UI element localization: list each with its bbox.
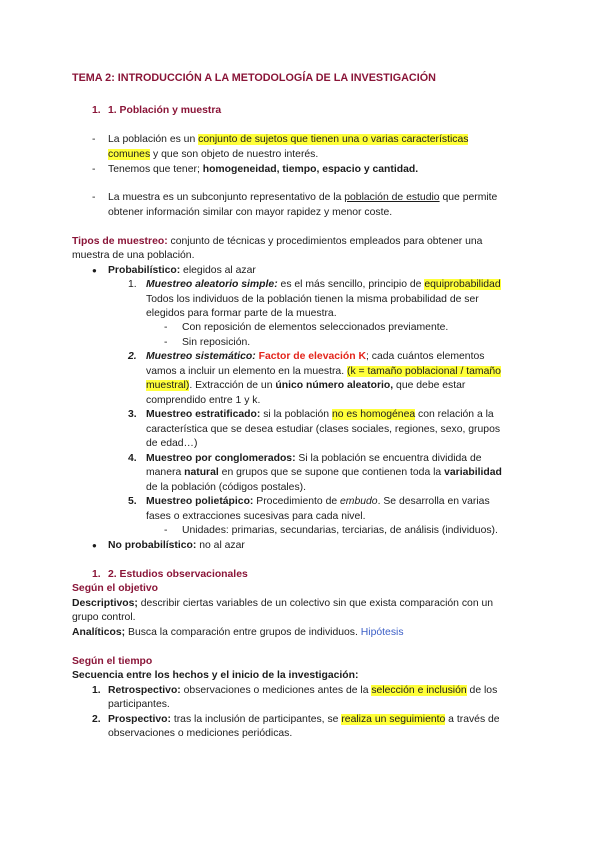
text: Busca la comparación entre grupos de individuos. [125, 627, 361, 638]
highlight: realiza un seguimiento [341, 714, 446, 725]
descriptivos-paragraph [72, 597, 493, 611]
text: . Extracción de un [189, 380, 276, 391]
label: Analíticos; [72, 627, 126, 638]
text: no al azar [196, 540, 245, 551]
paragraph-requisitos [108, 163, 418, 177]
analiticos-paragraph [72, 626, 404, 640]
blue-text: Hipótesis [360, 627, 404, 638]
paragraph-poblacion-cont [108, 148, 318, 162]
label: Prospectivo: [108, 714, 171, 725]
page-title: TEMA 2: INTRODUCCIÓN A LA METODOLOGÍA DE LA INVESTIGACIÓN [72, 72, 436, 84]
label: Muestreo polietápico: [146, 496, 254, 507]
probabilistico-item [108, 264, 256, 278]
muestreo-sistematico [146, 350, 484, 364]
item-text [146, 379, 465, 393]
item-number: 1. [128, 279, 137, 290]
sub-item: Sin reposición. [182, 337, 251, 348]
section-heading-estudios: 2. Estudios observacionales [108, 569, 248, 580]
text: vamos a incluir un elemento en la muestra. [146, 366, 347, 377]
item-text: fases o extracciones sucesivas para cada nivel. [146, 511, 366, 522]
item-number: 5. [128, 496, 137, 507]
label: Muestreo sistemático: [146, 351, 256, 362]
item-text: de edad…) [146, 438, 198, 449]
secuencia-heading: Secuencia entre los hechos y el inicio de la investigación: [72, 670, 359, 681]
bold-text: homogeneidad, tiempo, espacio y cantidad. [202, 164, 419, 175]
muestreo-estratificado [146, 408, 494, 422]
muestreo-polietapico [146, 495, 490, 509]
item-text [146, 365, 501, 379]
label: Descriptivos; [72, 598, 138, 609]
bold-text: natural [184, 467, 219, 478]
item-text: de la población (códigos postales). [146, 482, 306, 493]
muestreo-aleatorio-simple [146, 278, 501, 292]
dash-marker: - [164, 337, 168, 348]
text: Si la población se encuentra dividida de [295, 453, 482, 464]
text: La muestra es un subconjunto representativo de la [108, 192, 345, 203]
item-number: 2. [92, 714, 101, 725]
text: es el más sencillo, principio de [277, 279, 425, 290]
text: tras la inclusión de participantes, se [170, 714, 342, 725]
descriptivos-cont: grupo control. [72, 612, 136, 623]
label: Muestreo por conglomerados: [146, 453, 296, 464]
paragraph-muestra-cont: obtener información similar con mayor rapidez y menor coste. [108, 207, 393, 218]
tipos-muestreo-cont: muestra de una población. [72, 250, 195, 261]
text: La población es un [108, 134, 199, 145]
subheading-objetivo: Según el objetivo [72, 583, 159, 594]
highlight: no es homogénea [331, 409, 416, 420]
item-text: comprendido entre 1 y k. [146, 395, 261, 406]
highlight: conjunto de sujetos que tienen una o varias características [198, 134, 469, 145]
text: con relación a la [415, 409, 494, 420]
underlined-text: población de estudio [344, 192, 440, 203]
highlight: comunes [108, 149, 151, 160]
red-text: Factor de elevación K [255, 351, 367, 362]
no-probabilistico-item [108, 539, 245, 553]
section-heading-poblacion: 1. Población y muestra [108, 105, 222, 116]
label: No probabilístico: [108, 540, 197, 551]
section-number: 1. [92, 569, 101, 580]
text: a través de [445, 714, 500, 725]
bullet-marker: ● [92, 541, 97, 550]
text: en grupos que se supone que contienen toda la [218, 467, 445, 478]
bullet-marker: ● [92, 266, 97, 275]
text: de los [466, 685, 498, 696]
text: conjunto de técnicas y procedimientos empleados para obtener una [167, 236, 483, 247]
text: si la población [260, 409, 332, 420]
text: observaciones o mediciones antes de la [180, 685, 372, 696]
item-number: 4. [128, 453, 137, 464]
label: Tipos de muestreo: [72, 236, 168, 247]
text: Tenemos que tener; [108, 164, 203, 175]
label: Muestreo estratificado: [146, 409, 261, 420]
item-text: característica que se desea estudiar (clases sociales, regiones, sexo, grupos [146, 424, 501, 435]
tipos-muestreo-paragraph [72, 235, 482, 249]
retrospectivo-item [108, 684, 497, 698]
paragraph-poblacion [108, 133, 468, 147]
item-text: participantes. [108, 699, 170, 710]
item-number: 3. [128, 409, 137, 420]
highlight: (k = tamaño poblacional / tamaño [346, 366, 501, 377]
italic-text: embudo [340, 496, 378, 507]
item-text: elegidos para formar parte de la muestra. [146, 308, 337, 319]
text: que debe estar [393, 380, 466, 391]
highlight: selección e inclusión [371, 685, 467, 696]
text: ; cada cuántos elementos [366, 351, 485, 362]
item-text: Todos los individuos de la población tienen la misma probabilidad de ser [146, 294, 479, 305]
muestreo-conglomerados [146, 452, 482, 466]
dash-marker: - [164, 525, 168, 536]
text: . Se desarrolla en varias [377, 496, 490, 507]
label: Probabilístico: [108, 265, 181, 276]
item-number: 1. [92, 685, 101, 696]
bold-text: variabilidad [444, 467, 502, 478]
text: Procedimiento de [253, 496, 341, 507]
bold-text: único número aleatorio, [275, 380, 394, 391]
item-text [146, 466, 502, 480]
section-number: 1. [92, 105, 101, 116]
subheading-tiempo: Según el tiempo [72, 656, 153, 667]
item-text: observaciones o mediciones periódicas. [108, 728, 293, 739]
label: Retrospectivo: [108, 685, 181, 696]
dash-marker: - [92, 134, 96, 145]
sub-item: Con reposición de elementos seleccionados previamente. [182, 322, 449, 333]
text: describir ciertas variables de un colectivo sin que exista comparación con un [137, 598, 494, 609]
dash-marker: - [164, 322, 168, 333]
text: que permite [439, 192, 498, 203]
dash-marker: - [92, 192, 96, 203]
text: elegidos al azar [180, 265, 256, 276]
label: Muestreo aleatorio simple: [146, 279, 278, 290]
highlight: muestral) [146, 380, 190, 391]
dash-marker: - [92, 164, 96, 175]
sub-item: Unidades: primarias, secundarias, terciarias, de análisis (individuos). [182, 525, 498, 536]
paragraph-muestra [108, 191, 497, 205]
highlight: equiprobabilidad [424, 279, 501, 290]
text: manera [146, 467, 185, 478]
item-number: 2. [128, 351, 137, 362]
text: y que son objeto de nuestro interés. [150, 149, 319, 160]
prospectivo-item [108, 713, 500, 727]
